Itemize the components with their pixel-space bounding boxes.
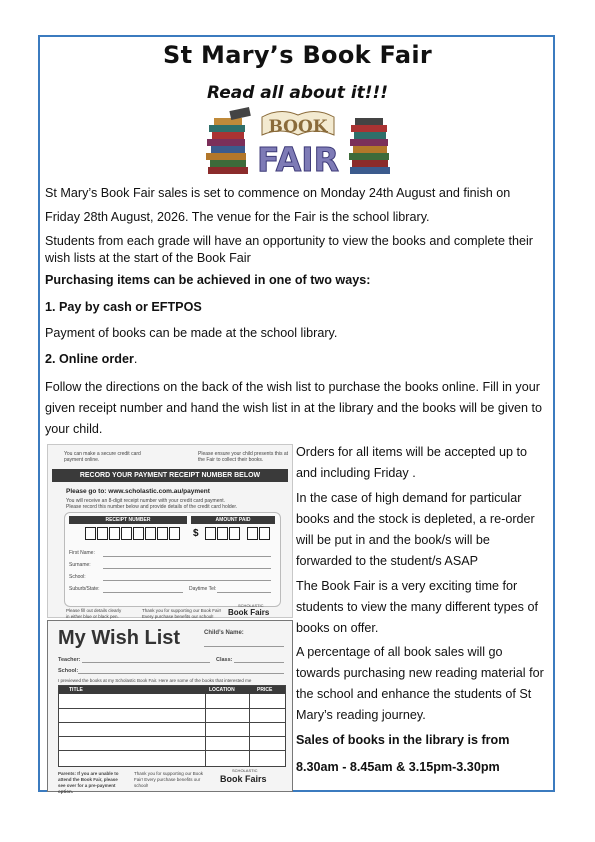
school-label-wish: School: <box>58 668 79 674</box>
receipt-digit-box[interactable] <box>169 527 180 540</box>
class-label: Class: <box>216 657 233 663</box>
intro-paragraph-line1: St Mary’s Book Fair sales is set to commence on Monday 24th August and finish on <box>45 186 511 200</box>
wish-table <box>58 685 286 767</box>
receipt-footer-mid: Thank you for supporting our Book Fair! Every purchase benefits our school! <box>142 608 222 619</box>
books-stack-left-icon <box>206 107 251 174</box>
teacher-label: Teacher: <box>58 657 81 663</box>
surname-label: Surname: <box>69 562 91 568</box>
directions-paragraph: Follow the directions on the back of the wish list to purchase the books online. Fill in your given receipt number and hand the wish list in at the library and the books will be given to your child. <box>45 380 543 436</box>
demand-paragraph: In the case of high demand for particular books and the stock is depleted, a re-order will be put in and the book/s will be forwarded to the student/s ASAP <box>296 491 535 568</box>
logo-fair-text: FAIR <box>257 140 339 179</box>
daytime-line[interactable] <box>217 592 271 593</box>
wish-list-form <box>47 620 293 792</box>
option-two-label: 2. Online order <box>45 352 134 366</box>
receipt-form <box>47 444 293 618</box>
option-one-heading: 1. Pay by cash or EFTPOS <box>45 300 202 314</box>
amount-digit-box[interactable] <box>217 527 228 540</box>
receipt-note2: Please record this number below and provide details of the credit card holder. <box>66 504 238 510</box>
amount-digit-box[interactable] <box>229 527 240 540</box>
page-title: St Mary’s Book Fair <box>163 41 432 69</box>
receipt-note1: You will receive an 8-digit receipt number with your credit card payment. <box>66 498 226 504</box>
dollar-sign: $ <box>193 528 199 539</box>
books-stack-right-icon <box>349 118 390 174</box>
percentage-paragraph: A percentage of all book sales will go towards purchasing new reading material for the school and enhance the students of St Mary’s reading journey. <box>296 645 544 722</box>
previewed-text: I previewed the books at my Scholastic Book Fair. Here are some of the books that interested me <box>58 678 252 683</box>
receipt-brand: Book Fairs <box>228 608 270 617</box>
intro-paragraph-line2: Friday 28th August, 2026. The venue for the Fair is the school library. <box>45 210 430 224</box>
childs-name-label: Child’s Name: <box>204 630 244 636</box>
option-two-heading <box>45 351 550 368</box>
receipt-number-label: RECEIPT NUMBER <box>69 516 187 524</box>
receipt-digit-box[interactable] <box>157 527 168 540</box>
receipt-digit-box[interactable] <box>97 527 108 540</box>
receipt-top-left: You can make a secure credit card payment online. <box>64 451 141 463</box>
amount-digit-box[interactable] <box>205 527 216 540</box>
wish-list-title: My Wish List <box>58 627 181 649</box>
school-line[interactable] <box>103 580 271 581</box>
wish-footer-left: Parents: If you are unable to attend the Book Fair, please see over for a pre-payment option. <box>58 771 119 794</box>
first-name-line[interactable] <box>103 556 271 557</box>
option-two-period: . <box>133 352 138 366</box>
first-name-label: First Name: <box>69 550 95 556</box>
receipt-digit-box[interactable] <box>85 527 96 540</box>
school-line-wish[interactable] <box>78 673 284 674</box>
sales-hours-heading: Sales of books in the library is from <box>296 733 510 747</box>
col-title: TITLE <box>69 687 83 693</box>
amount-paid-label: AMOUNT PAID <box>191 516 275 524</box>
receipt-top-right: Please ensure your child presents this at the Fair to collect their books. <box>198 451 289 463</box>
col-price: PRICE <box>257 687 273 693</box>
class-line[interactable] <box>234 662 284 663</box>
teacher-line[interactable] <box>82 662 210 663</box>
amount-digit-box[interactable] <box>247 527 258 540</box>
school-label: School: <box>69 574 86 580</box>
students-paragraph: Students from each grade will have an opportunity to view the books and complete their wish lists at the start of the Book Fair <box>45 234 533 265</box>
receipt-footer-left: Please fill out details clearly in either blue or black pen. <box>66 608 122 619</box>
exciting-paragraph: The Book Fair is a very exciting time for students to view the many different types of books on offer. <box>296 579 538 635</box>
wish-brand: Book Fairs <box>220 774 267 784</box>
suburb-label: Suburb/State: <box>69 586 100 592</box>
receipt-digit-box[interactable] <box>133 527 144 540</box>
purchasing-heading: Purchasing items can be achieved in one of two ways: <box>45 273 371 287</box>
wish-brand-small: SCHOLASTIC <box>232 768 258 773</box>
logo-book-text: BOOK <box>268 117 328 137</box>
childs-name-line[interactable] <box>204 646 284 647</box>
receipt-digit-box[interactable] <box>109 527 120 540</box>
receipt-header: RECORD YOUR PAYMENT RECEIPT NUMBER BELOW <box>52 469 288 482</box>
receipt-digit-box[interactable] <box>145 527 156 540</box>
receipt-digit-box[interactable] <box>121 527 132 540</box>
book-fair-logo <box>200 105 395 180</box>
col-location: LOCATION <box>209 687 235 693</box>
table-row[interactable] <box>59 736 285 737</box>
amount-digit-box[interactable] <box>259 527 270 540</box>
receipt-details-box <box>64 512 281 607</box>
orders-paragraph: Orders for all items will be accepted up to and including Friday . <box>296 445 527 480</box>
page-subtitle: Read all about it!!! <box>206 83 389 103</box>
payment-paragraph: Payment of books can be made at the school library. <box>45 326 338 340</box>
daytime-label: Daytime Tel: <box>189 586 217 592</box>
table-row[interactable] <box>59 708 285 709</box>
receipt-brand-small: SCHOLASTIC <box>238 603 264 608</box>
table-row[interactable] <box>59 722 285 723</box>
suburb-line[interactable] <box>103 592 183 593</box>
wish-footer-mid: Thank you for supporting our Book Fair! Every purchase benefits our school! <box>134 771 204 788</box>
table-row[interactable] <box>59 750 285 751</box>
receipt-go-to: Please go to: www.scholastic.com.au/payment <box>66 488 210 495</box>
surname-line[interactable] <box>103 568 271 569</box>
sales-hours: 8.30am - 8.45am & 3.15pm-3.30pm <box>296 760 500 774</box>
